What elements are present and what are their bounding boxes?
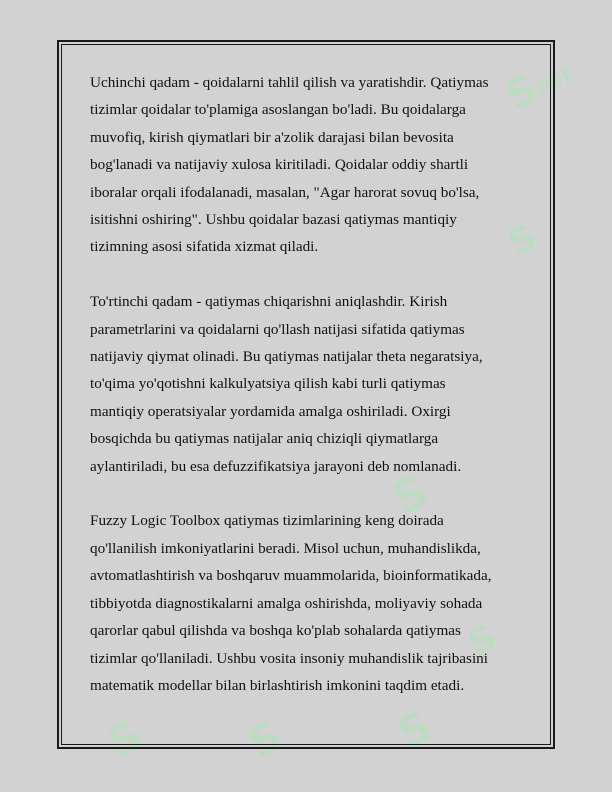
paragraph-2 (90, 288, 530, 480)
paragraph-3 (90, 507, 530, 699)
text-line: natijaviy qiymat olinadi. Bu qatiymas natijalar theta negaratsiya, (90, 348, 483, 366)
text-line: qo'llanilish imkoniyatlarini beradi. Misol uchun, muhandislikda, (90, 539, 481, 557)
text-line: To'rtinchi qadam - qatiymas chiqarishni aniqlashdir. Kirish (90, 293, 448, 311)
paragraph-1 (90, 69, 530, 261)
watermark-glyph: S (384, 465, 438, 526)
text-line: qarorlar qabul qilishda va boshqa ko'plab sohalarda qatiymas (90, 622, 461, 640)
text-line: parametrlarini va qoidalarni qo'llash natijasi sifatida qatiymas (90, 320, 465, 338)
text-line: muvofiq, kirish qiymatlari bir a'zolik darajasi bilan bevosita (90, 128, 454, 146)
watermark-glyph: S (389, 700, 441, 759)
watermark-glyph: S (498, 65, 547, 121)
text-line: matematik modellar bilan birlashtirish imkonini taqdim etadi. (90, 676, 465, 694)
text-line: mantiqiy operatsiyalar yordamida amalga oshiriladi. Oxirgi (90, 402, 451, 420)
text-line: Fuzzy Logic Toolbox qatiymas tizimlarining keng doirada (90, 512, 444, 530)
text-line: avtomatlashtirish va boshqaruv muammolarida, bioinformatikada, (90, 567, 492, 585)
text-line: to'qima yo'qotishni kalkulyatsiya qilish kabi turli qatiymas (90, 375, 446, 393)
text-line: bosqichda bu qatiymas natijalar aniq chiziqli qiymatlarga (90, 430, 439, 448)
watermark-glyph: S (99, 710, 151, 769)
watermark-glyph: S (461, 616, 505, 665)
text-line: iboralar orqali ifodalanadi, masalan, "Agar harorat sovuq bo'lsa, (90, 183, 480, 201)
text-line: tizimlar qoidalar to'plamiga asoslangan bo'ladi. Bu qoidalarga (90, 101, 466, 119)
document-body (90, 69, 530, 727)
text-line: Uchinchi qadam - qoidalarni tahlil qilish va yaratishdir. Qatiymas (90, 74, 489, 91)
text-line: bog'lanadi va natijaviy xulosa kiritiladi. Qoidalar oddiy shartli (90, 156, 469, 174)
text-line: tizimning asosi sifatida xizmat qiladi. (90, 238, 319, 256)
text-line: tibbiyotda diagnostikalarni amalga oshirishda, moliyaviy sohada (90, 594, 483, 612)
watermark-glyph: S (501, 216, 545, 265)
watermark-text: PDF (533, 63, 579, 102)
text-line: tizimlar qo'llaniladi. Ushbu vosita insoniy muhandislik tajribasini (90, 649, 488, 667)
text-line: aylantiriladi, bu esa defuzzifikatsiya jarayoni deb nomlanadi. (90, 457, 462, 475)
watermark-glyph: S (239, 710, 291, 769)
text-line: isitishni oshiring". Ushbu qoidalar bazasi qatiymas mantiqiy (90, 211, 457, 229)
